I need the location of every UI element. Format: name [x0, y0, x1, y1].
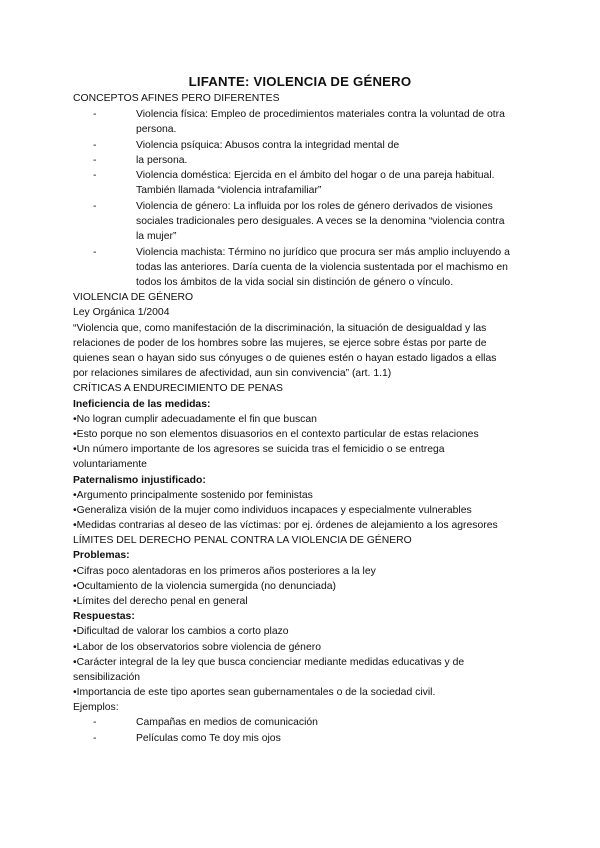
- list-item-violencia-fisica-cont: persona.: [136, 124, 177, 135]
- bullet-item: •Carácter integral de la ley que busca concienciar mediante medidas educativas y de: [73, 657, 465, 668]
- bullet-item: •Importancia de este tipo aportes sean gubernamentales o de la sociedad civil.: [73, 687, 436, 698]
- list-item-violencia-domestica-cont: También llamada “violencia intrafamiliar”: [136, 185, 322, 196]
- law-reference: Ley Orgánica 1/2004: [73, 307, 170, 318]
- list-item-violencia-fisica: Violencia física: Empleo de procedimientos materiales contra la voluntad de otra: [136, 109, 505, 120]
- list-dash: -: [93, 155, 97, 166]
- list-dash: -: [93, 170, 97, 181]
- bullet-item: •Ocultamiento de la violencia sumergida (no denunciada): [73, 581, 336, 592]
- list-item-violencia-psiquica: Violencia psíquica: Abusos contra la integridad mental de: [136, 140, 400, 151]
- list-item-violencia-genero-cont: sociales tradicionales pero desiguales. A veces se la denomina “violencia contra: [136, 216, 505, 227]
- bullet-item: •Labor de los observatorios sobre violencia de género: [73, 642, 321, 653]
- bullet-item-cont: sensibilización: [73, 672, 140, 683]
- quote-line: por relaciones similares de afectividad, aun sin convivencia” (art. 1.1): [73, 368, 392, 379]
- subheading-ineficiencia: Ineficiencia de las medidas:: [73, 399, 211, 410]
- list-item-violencia-machista-cont: todas las anteriores. Daría cuenta de la violencia sustentada por el machismo en: [136, 262, 508, 273]
- bullet-item: •Un número importante de los agresores se suicida tras el femicidio o se entrega: [73, 444, 445, 455]
- subheading-ejemplos: Ejemplos:: [73, 702, 119, 713]
- bullet-item: •Medidas contrarias al deseo de las víctimas: por ej. órdenes de alejamiento a los agresores: [73, 520, 498, 531]
- list-item-la-persona: la persona.: [136, 155, 188, 166]
- list-dash: -: [93, 109, 97, 120]
- bullet-item: •No logran cumplir adecuadamente el fin que buscan: [73, 414, 317, 425]
- list-item-violencia-machista: Violencia machista: Término no jurídico que procura ser más amplio incluyendo a: [136, 247, 510, 258]
- list-item-violencia-genero-cont2: la mujer”: [136, 231, 177, 242]
- list-dash: -: [93, 733, 97, 744]
- section-heading-conceptos: CONCEPTOS AFINES PERO DIFERENTES: [73, 93, 280, 104]
- bullet-item: •Cifras poco alentadoras en los primeros años posteriores a la ley: [73, 566, 376, 577]
- bullet-item: •Argumento principalmente sostenido por feministas: [73, 490, 313, 501]
- subheading-paternalismo: Paternalismo injustificado:: [73, 475, 206, 486]
- bullet-item: •Límites del derecho penal en general: [73, 596, 248, 607]
- section-heading-limites: LÍMITES DEL DERECHO PENAL CONTRA LA VIOLENCIA DE GÉNERO: [73, 535, 412, 546]
- list-dash: -: [93, 247, 97, 258]
- subheading-respuestas: Respuestas:: [73, 611, 135, 622]
- list-item-ejemplo: Películas como Te doy mis ojos: [136, 733, 281, 744]
- quote-line: relaciones de poder de los hombres sobre las mujeres, se ejerce sobre éstas por parte de: [73, 338, 487, 349]
- section-heading-criticas: CRÍTICAS A ENDURECIMIENTO DE PENAS: [73, 383, 283, 394]
- bullet-item-cont: voluntariamente: [73, 459, 147, 470]
- list-item-violencia-genero: Violencia de género: La influida por los roles de género derivados de visiones: [136, 201, 493, 212]
- section-heading-violencia: VIOLENCIA DE GÉNERO: [73, 292, 194, 303]
- list-dash: -: [93, 717, 97, 728]
- bullet-item: •Esto porque no son elementos disuasorios en el contexto particular de estas relaciones: [73, 429, 479, 440]
- list-dash: -: [93, 140, 97, 151]
- bullet-item: •Generaliza visión de la mujer como individuos incapaces y especialmente vulnerables: [73, 505, 472, 516]
- list-item-ejemplo: Campañas en medios de comunicación: [136, 717, 318, 728]
- quote-line: “Violencia que, como manifestación de la discriminación, la situación de desigualdad y las: [73, 323, 487, 334]
- quote-line: quienes sean o hayan sido sus cónyuges o de quienes estén o hayan estado ligados a ellas: [73, 353, 497, 364]
- bullet-item: •Dificultad de valorar los cambios a corto plazo: [73, 626, 289, 637]
- document-title: LIFANTE: VIOLENCIA DE GÉNERO: [188, 74, 412, 89]
- list-item-violencia-machista-cont2: todos los ámbitos de la vida social sin distinción de género o vínculo.: [136, 277, 454, 288]
- subheading-problemas: Problemas:: [73, 550, 130, 561]
- list-dash: -: [93, 201, 97, 212]
- list-item-violencia-domestica: Violencia doméstica: Ejercida en el ámbito del hogar o de una pareja habitual.: [136, 170, 495, 181]
